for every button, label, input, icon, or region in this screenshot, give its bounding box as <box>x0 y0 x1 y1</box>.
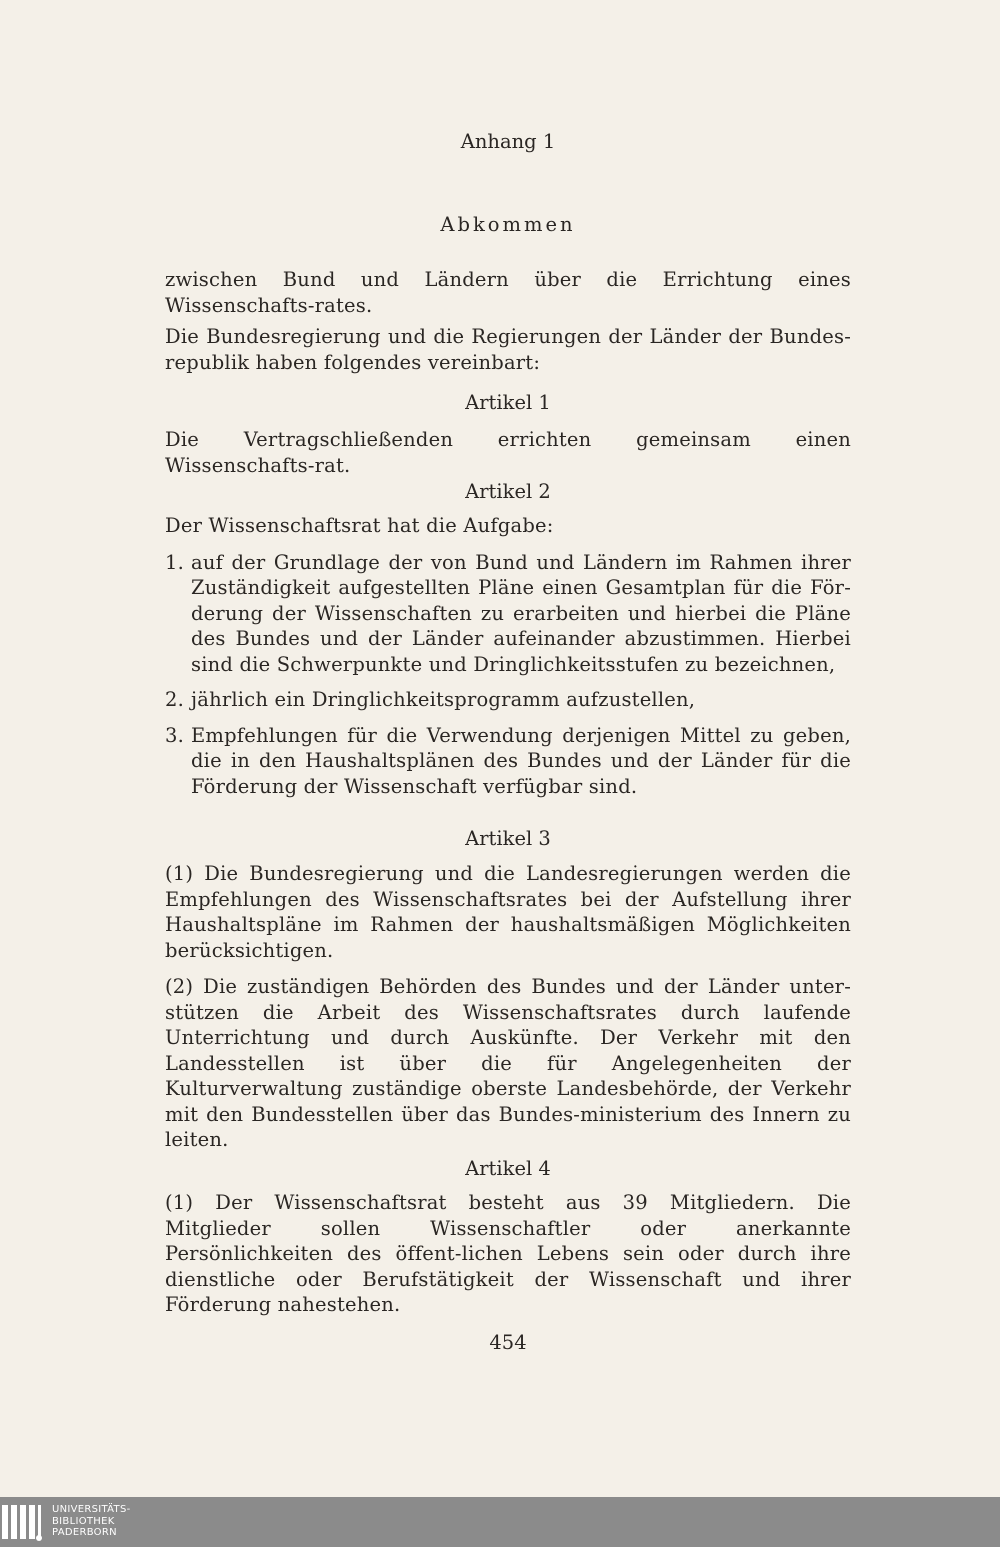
article-3-body <box>165 861 851 1153</box>
article-3-heading: Artikel 3 <box>465 827 551 850</box>
library-logo-icon <box>0 1505 44 1539</box>
article-1-heading: Artikel 1 <box>465 391 551 414</box>
library-name-line-2: BIBLIOTHEK <box>52 1515 115 1527</box>
library-name-line-3: PADERBORN <box>52 1527 117 1538</box>
list-item <box>165 687 851 713</box>
intro-subtitle: zwischen Bund und Ländern über die Errichtung eines Wissenschafts-rates. <box>165 268 851 317</box>
article-4-body <box>165 1190 851 1318</box>
article-3-paragraph-1: (1) Die Bundesregierung und die Landesregierungen werden die Empfehlungen des Wissenschaftsrates bei der Aufstellung ihrer Haushaltspläne im Rahmen der haushaltsmäßigen Möglichkeiten berücksichtigen. <box>165 862 851 962</box>
intro-preamble: Die Bundesregierung und die Regierungen der Länder der Bundes-republik haben folgendes vereinbart: <box>165 325 851 374</box>
library-name <box>52 1504 131 1539</box>
article-3-paragraph-2: (2) Die zuständigen Behörden des Bundes und der Länder unter-stützen die Arbeit des Wissenschaftsrates durch laufende Unterrichtung und durch Auskünfte. Der Verkehr mit den Landesstellen ist über die für Angelegenheiten der Kulturverwaltung zuständige oberste Landesbehörde, der Verkehr mit den Bundesstellen über das Bundes-ministerium des Innern zu leiten. <box>165 975 851 1151</box>
article-2-heading: Artikel 2 <box>465 480 551 503</box>
list-item-number: 2. <box>165 688 185 711</box>
document-title: Abkommen <box>440 213 576 236</box>
article-2-body <box>165 513 851 799</box>
list-item-text: Empfehlungen für die Verwendung derjenigen Mittel zu geben, die in den Haushaltsplänen des Bundes und der Länder für die Förderung der Wissenschaft verfügbar sind. <box>191 723 851 798</box>
logo-dot-icon <box>36 1535 42 1541</box>
article-1-text: Die Vertragschließenden errichten gemeinsam einen Wissenschafts-rat. <box>165 428 851 477</box>
article-2-lead: Der Wissenschaftsrat hat die Aufgabe: <box>165 514 554 537</box>
list-item-text: jährlich ein Dringlichkeitsprogramm aufzustellen, <box>191 688 696 711</box>
list-item <box>165 723 851 800</box>
list-item <box>165 550 851 678</box>
library-name-line-1: UNIVERSITÄTS- <box>52 1504 131 1515</box>
page-number: 454 <box>489 1331 527 1354</box>
library-footer-bar <box>0 1497 1000 1547</box>
appendix-label: Anhang 1 <box>460 130 556 153</box>
article-1-body <box>165 427 851 478</box>
article-4-heading: Artikel 4 <box>465 1157 551 1180</box>
list-item-number: 3. <box>165 723 185 747</box>
list-item-text: auf der Grundlage der von Bund und Ländern im Rahmen ihrer Zuständigkeit aufgestellten Pläne einen Gesamtplan für die För-derung der Wissenschaften zu erarbeiten und hierbei die Pläne des Bundes und der Länder aufeinander abzustimmen. Hierbei sind die Schwerpunkte und Dringlichkeitsstufen zu bezeichnen, <box>191 550 851 676</box>
article-4-paragraph-1: (1) Der Wissenschaftsrat besteht aus 39 Mitgliedern. Die Mitglieder sollen Wissenschaftler oder anerkannte Persönlichkeiten des öffent-lichen Lebens sein oder durch ihre dienstliche oder Berufstätigkeit der Wissenschaft und ihrer Förderung nahestehen. <box>165 1191 851 1316</box>
list-item-number: 1. <box>165 550 185 574</box>
intro-block <box>165 267 851 375</box>
